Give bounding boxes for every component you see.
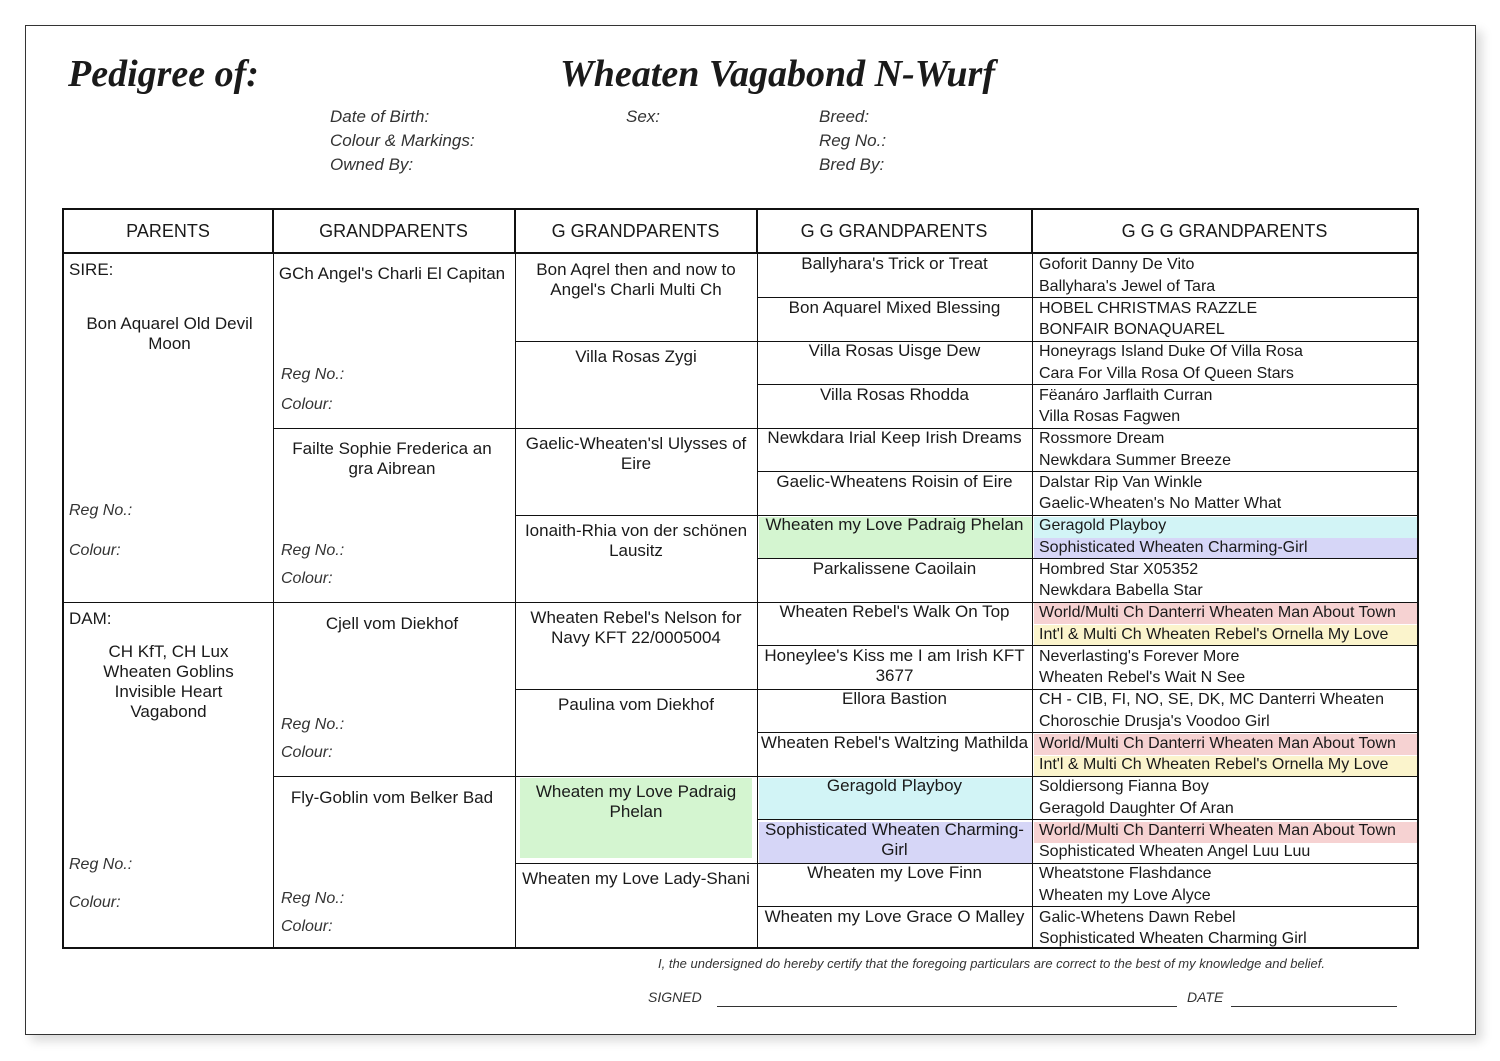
g-grandparent-6: Paulina vom Diekhof — [558, 695, 714, 714]
ggg-grandparent-32: Sophisticated Wheaten Charming Girl — [1039, 930, 1307, 948]
ggg-grandparent-14: Sophisticated Wheaten Charming-Girl — [1039, 538, 1308, 556]
g-grandparent-7: Wheaten my Love Padraig Phelan — [535, 782, 737, 821]
ggg-grandparent-29: Wheatstone Flashdance — [1039, 865, 1212, 882]
ggg-grandparent-23: World/Multi Ch Danterri Wheaten Man About Town — [1039, 734, 1396, 752]
dam-colour-label: Colour: — [69, 894, 121, 911]
ggg-grandparent-1: Goforit Danny De Vito — [1039, 256, 1195, 273]
ggg-grandparent-5: Honeyrags Island Duke Of Villa Rosa — [1039, 343, 1303, 360]
gp2-colour-label: Colour: — [281, 570, 333, 587]
g-grandparent-4: Ionaith-Rhia von der schönen Lausitz — [524, 521, 748, 560]
sire-colour-label: Colour: — [69, 542, 121, 559]
gg-grandparent-3: Villa Rosas Uisge Dew — [808, 341, 981, 360]
ggg-grandparent-7: Fëanáro Jarflaith Curran — [1039, 386, 1213, 404]
gg-grandparent-11: Ellora Bastion — [842, 689, 947, 708]
g-grandparent-3: Gaelic-Wheaten'sl Ulysses of Eire — [525, 434, 747, 473]
gp3-colour-label: Colour: — [281, 744, 333, 761]
ggg-grandparent-27: World/Multi Ch Danterri Wheaten Man About Town — [1039, 821, 1396, 839]
ggg-grandparent-28: Sophisticated Wheaten Angel Luu Luu — [1039, 843, 1311, 861]
reg-no-label: Reg No.: — [819, 131, 887, 150]
gp4-reg-label: Reg No.: — [281, 890, 345, 907]
sex-label: Sex: — [626, 107, 661, 126]
ggg-grandparent-25: Soldiersong Fianna Boy — [1039, 778, 1209, 795]
gg-grandparent-7: Wheaten my Love Padraig Phelan — [765, 515, 1024, 534]
ggg-grandparent-6: Cara For Villa Rosa Of Queen Stars — [1039, 364, 1294, 382]
ggg-grandparent-2: Ballyhara's Jewel of Tara — [1039, 277, 1216, 295]
breed-label: Breed: — [819, 107, 870, 126]
ggg-grandparent-31: Galic-Whetens Dawn Rebel — [1039, 908, 1236, 926]
ggg-grandparent-26: Geragold Daughter Of Aran — [1039, 799, 1234, 817]
sire-reg-label: Reg No.: — [69, 502, 133, 519]
ggg-grandparent-3: HOBEL CHRISTMAS RAZZLE — [1039, 299, 1258, 317]
ggg-grandparent-9: Rossmore Dream — [1039, 430, 1165, 447]
col-header-gg-grandparents: G G GRANDPARENTS — [757, 210, 1032, 254]
gp4-colour-label: Colour: — [281, 918, 333, 935]
g-grandparent-1: Bon Aqrel then and now to Angel's Charli Multi Ch — [536, 260, 736, 299]
date-line[interactable] — [1231, 1006, 1397, 1007]
date-of-birth-label: Date of Birth: — [330, 107, 430, 126]
gg-grandparent-13: Geragold Playboy — [826, 776, 963, 795]
ggg-grandparent-10: Newkdara Summer Breeze — [1039, 451, 1232, 469]
bred-by-label: Bred By: — [819, 155, 885, 174]
gg-grandparent-16: Wheaten my Love Grace O Malley — [764, 907, 1025, 926]
dam-label: DAM: — [69, 609, 112, 628]
g-grandparent-8: Wheaten my Love Lady-Shani — [522, 869, 750, 888]
dam-reg-label: Reg No.: — [69, 856, 133, 873]
ggg-grandparent-12: Gaelic-Wheaten's No Matter What — [1039, 495, 1282, 513]
sire-name: Bon Aquarel Old Devil Moon — [86, 314, 253, 353]
colour-markings-label: Colour & Markings: — [330, 131, 475, 150]
sire-label: SIRE: — [69, 260, 114, 279]
gp2-reg-label: Reg No.: — [281, 542, 345, 559]
gg-grandparent-10: Honeylee's Kiss me I am Irish KFT 3677 — [764, 646, 1025, 685]
pedigree-table — [62, 208, 1419, 949]
gp3-reg-label: Reg No.: — [281, 716, 345, 733]
gg-grandparent-5: Newkdara Irial Keep Irish Dreams — [767, 428, 1022, 447]
gg-grandparent-6: Gaelic-Wheatens Roisin of Eire — [776, 472, 1013, 491]
signed-label: SIGNED — [648, 989, 702, 1005]
ggg-grandparent-15: Hombred Star X05352 — [1039, 560, 1199, 578]
col-header-parents: PARENTS — [64, 210, 273, 254]
col-divider — [273, 210, 274, 947]
gg-grandparent-14: Sophisticated Wheaten Charming-Girl — [765, 820, 1024, 859]
ggg-grandparent-4: BONFAIR BONAQUAREL — [1039, 321, 1225, 339]
grandparent-2: Failte Sophie Frederica an gra Aibrean — [292, 439, 492, 478]
gg-grandparent-8: Parkalissene Caoilain — [812, 559, 977, 578]
gg-grandparent-12: Wheaten Rebel's Waltzing Mathilda — [760, 733, 1029, 752]
date-label: DATE — [1187, 989, 1224, 1005]
gp1-colour-label: Colour: — [281, 396, 333, 413]
gg-grandparent-15: Wheaten my Love Finn — [807, 863, 982, 882]
grandparent-1: GCh Angel's Charli El Capitan — [278, 264, 506, 283]
col-header-grandparents: GRANDPARENTS — [273, 210, 515, 254]
dam-name: CH KfT, CH Lux Wheaten Goblins Invisible Heart Vagabond — [103, 642, 234, 721]
gg-grandparent-4: Villa Rosas Rhodda — [820, 385, 969, 404]
signature-line[interactable] — [717, 1006, 1177, 1007]
ggg-grandparent-13: Geragold Playboy — [1039, 517, 1167, 534]
grandparent-4: Fly-Goblin vom Belker Bad — [290, 788, 494, 807]
g-grandparent-2: Villa Rosas Zygi — [575, 347, 697, 366]
gg-grandparent-1: Ballyhara's Trick or Treat — [801, 254, 988, 273]
col-header-g-grandparents: G GRANDPARENTS — [515, 210, 757, 254]
ggg-grandparent-20: Wheaten Rebel's Wait N See — [1039, 669, 1246, 687]
ggg-grandparent-22: Choroschie Drusja's Voodoo Girl — [1039, 712, 1270, 730]
ggg-grandparent-17: World/Multi Ch Danterri Wheaten Man About Town — [1039, 604, 1396, 621]
ggg-grandparent-18: Int'l & Multi Ch Wheaten Rebel's Ornella My Love — [1039, 625, 1389, 643]
certification-text: I, the undersigned do hereby certify that the foregoing particulars are correct to the best of my knowledge and belief. — [658, 956, 1325, 971]
ggg-grandparent-16: Newkdara Babella Star — [1039, 582, 1203, 600]
ggg-grandparent-21: CH - CIB, FI, NO, SE, DK, MC Danterri Wheaten — [1039, 691, 1384, 708]
col-divider — [515, 210, 516, 947]
col-header-ggg-grandparents: G G G GRANDPARENTS — [1032, 210, 1417, 254]
ggg-grandparent-30: Wheaten my Love Alyce — [1039, 886, 1211, 904]
owned-by-label: Owned By: — [330, 155, 414, 174]
ggg-grandparent-8: Villa Rosas Fagwen — [1039, 408, 1181, 426]
grandparent-3: Cjell vom Diekhof — [325, 614, 459, 633]
ggg-grandparent-11: Dalstar Rip Van Winkle — [1039, 473, 1203, 491]
g-grandparent-5: Wheaten Rebel's Nelson for Navy KFT 22/0005004 — [530, 608, 742, 647]
ggg-grandparent-19: Neverlasting's Forever More — [1039, 647, 1240, 665]
gg-grandparent-9: Wheaten Rebel's Walk On Top — [779, 602, 1010, 621]
gp1-reg-label: Reg No.: — [281, 366, 345, 383]
ggg-grandparent-24: Int'l & Multi Ch Wheaten Rebel's Ornella My Love — [1039, 756, 1389, 774]
gg-grandparent-2: Bon Aquarel Mixed Blessing — [788, 298, 1001, 317]
dog-name-title: Wheaten Vagabond N-Wurf — [560, 53, 995, 95]
page-title-label: Pedigree of: — [68, 53, 259, 95]
col-divider — [1032, 210, 1033, 947]
